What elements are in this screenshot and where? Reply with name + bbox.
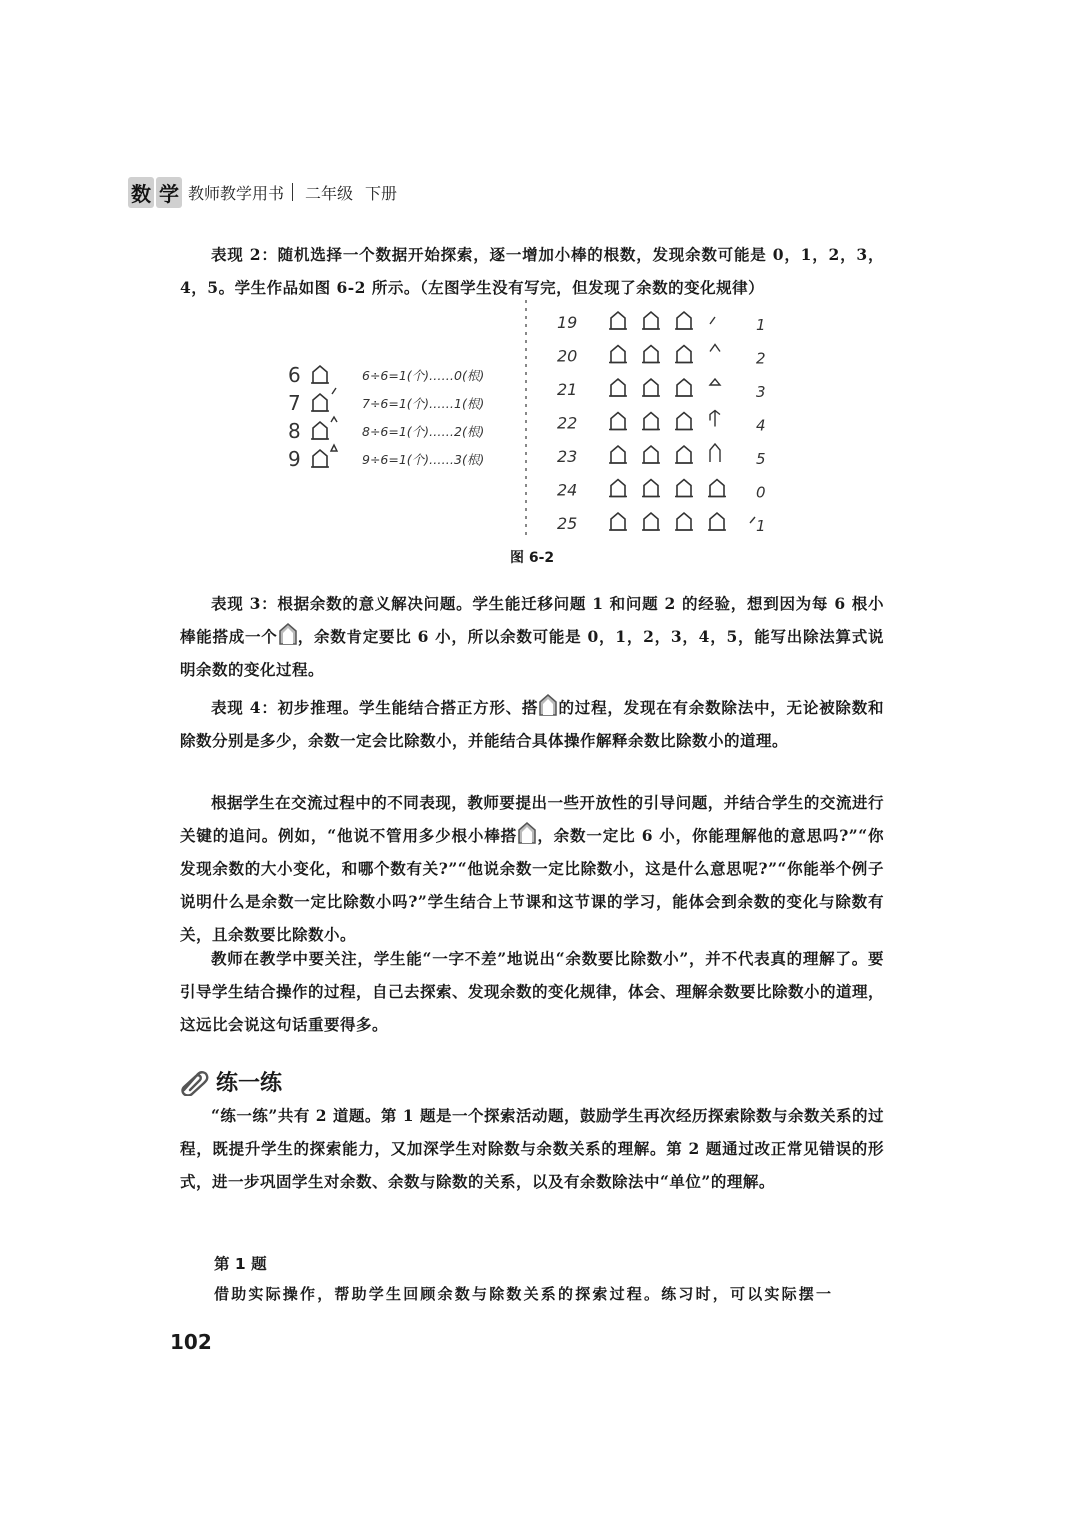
leftover-stick xyxy=(710,411,720,427)
badge-char: 数 xyxy=(128,177,154,208)
house-drawing xyxy=(675,312,693,329)
division-equation: 9÷6=1(个)……3(根) xyxy=(362,452,485,467)
figure-caption: 图 6-2 xyxy=(510,550,555,566)
section-title-practice xyxy=(178,1066,282,1097)
student-work-illustration xyxy=(270,300,800,540)
house-shape-icon xyxy=(278,622,298,646)
question-1-title: 第 1 题 xyxy=(214,1255,267,1273)
house-drawing xyxy=(609,379,627,396)
house-drawing xyxy=(609,413,627,430)
house-drawing xyxy=(675,346,693,363)
house-shape-icon xyxy=(538,693,558,717)
running-header xyxy=(128,176,397,208)
paragraph-teacher-focus xyxy=(180,942,884,1041)
house-drawing xyxy=(311,366,329,383)
house-drawing xyxy=(642,379,660,396)
house-drawing xyxy=(609,513,627,530)
remainder-number: 4 xyxy=(756,416,766,435)
house-drawing xyxy=(708,480,726,497)
house-drawing xyxy=(675,413,693,430)
house-drawing xyxy=(311,450,329,467)
paragraph-practice-intro xyxy=(180,1099,884,1198)
leftover-stick xyxy=(750,517,755,523)
house-drawing xyxy=(675,480,693,497)
dividend-number: 6 xyxy=(288,363,301,387)
house-drawing xyxy=(675,379,693,396)
paragraph-text: 表现 2：随机选择一个数据开始探索，逐一增加小棒的根数，发现余数可能是 0，1，2，3，4，5。学生作品如图 6-2 所示。（左图学生没有写完，但发现了余数的变化规律） xyxy=(180,245,884,297)
dividend-number: 20 xyxy=(557,346,578,366)
house-drawing xyxy=(642,312,660,329)
remainder-number: 3 xyxy=(756,383,766,401)
left-work xyxy=(288,363,484,471)
house-drawing xyxy=(642,446,660,463)
dividend-number: 9 xyxy=(288,447,301,471)
dividend-number: 24 xyxy=(557,480,578,500)
paragraph-text: ，余数一定比 6 小，你能理解他的意思吗?”“你发现余数的大小变化，和哪个数有关?”“他说余数一定比除数小，这是什么意思呢?”“你能举个例子说明什么是余数一定比除数小吗?”学生结合上节课和这节课的学习，能体会到余数的变化与除数有关，且余数要比除数小。 xyxy=(180,826,884,944)
paragraph-performance-2 xyxy=(180,238,884,304)
house-shape-icon xyxy=(517,821,537,845)
remainder-number: 5 xyxy=(756,450,766,468)
section-title-text: 练一练 xyxy=(216,1071,283,1096)
house-drawing xyxy=(642,413,660,430)
paragraph-text: ，余数肯定要比 6 小，所以余数可能是 0，1，2，3，4，5，能写出除法算式说明余数的变化过程。 xyxy=(180,627,884,679)
division-equation: 7÷6=1(个)……1(根) xyxy=(362,396,485,411)
paragraph-performance-3 xyxy=(180,587,884,686)
subject-badge xyxy=(128,177,184,208)
paragraph-text: 的过程，发现在有余数除法中，无论被除数和除数分别是多少，余数一定会比除数小，并能结合具体操作解释余数比除数小的道理。 xyxy=(180,698,884,750)
house-drawing xyxy=(609,312,627,329)
dividend-number: 8 xyxy=(288,419,301,443)
leftover-stick xyxy=(710,444,720,462)
leftover-stick xyxy=(710,317,715,324)
paragraph-performance-4 xyxy=(180,691,884,757)
house-drawing xyxy=(642,346,660,363)
house-drawing xyxy=(609,446,627,463)
house-drawing xyxy=(311,394,329,411)
leftover-stick xyxy=(332,388,336,394)
paperclip-icon xyxy=(178,1068,212,1096)
header-divider xyxy=(292,183,293,201)
dividend-number: 19 xyxy=(557,313,578,332)
book-title: 教师教学用书 xyxy=(188,183,285,203)
leftover-stick xyxy=(710,379,720,385)
division-equation: 6÷6=1(个)……0(根) xyxy=(362,368,485,383)
dividend-number: 7 xyxy=(288,391,301,415)
paragraph-text: “练一练”共有 2 道题。第 1 题是一个探索活动题，鼓励学生再次经历探索除数与余数关系的过程，既提升学生的探索能力，又加深学生对除数与余数关系的理解。第 2 题通过改正常见错误的形式，进一步巩固学生对余数、余数与除数的关系，以及有余数除法中“单位”的理解。 xyxy=(180,1106,884,1191)
remainder-number: 1 xyxy=(756,517,766,535)
page-number: 102 xyxy=(170,1330,212,1354)
paragraph-text: 根据学生在交流过程中的不同表现，教师要提出一些开放性的引导问题，并结合学生的交流进行关键的追问。例如，“他说不管用多少根小棒搭 xyxy=(180,793,884,845)
dividend-number: 22 xyxy=(557,413,578,433)
leftover-stick xyxy=(331,417,337,422)
house-drawing xyxy=(675,446,693,463)
dividend-number: 21 xyxy=(557,380,578,399)
division-equation: 8÷6=1(个)……2(根) xyxy=(362,424,485,439)
paragraph-guiding-questions xyxy=(180,786,884,951)
figure-6-2 xyxy=(270,300,800,540)
house-drawing xyxy=(609,346,627,363)
house-drawing xyxy=(708,513,726,530)
question-1-text: 借助实际操作，帮助学生回顾余数与除数关系的探索过程。练习时，可以实际摆一 xyxy=(214,1285,834,1303)
house-drawing xyxy=(609,480,627,497)
house-drawing xyxy=(675,513,693,530)
paragraph-text: 教师在教学中要关注，学生能“一字不差”地说出“余数要比除数小”，并不代表真的理解了。要引导学生结合操作的过程，自己去探索、发现余数的变化规律，体会、理解余数要比除数小的道理，这远比会说这句话重要得多。 xyxy=(180,949,885,1034)
remainder-number: 2 xyxy=(756,349,766,368)
leftover-stick xyxy=(331,445,337,451)
paragraph-text: 表现 4：初步推理。学生能结合搭正方形、搭 xyxy=(211,698,539,717)
grade-label: 二年级 xyxy=(305,183,354,203)
remainder-number: 0 xyxy=(756,483,766,502)
remainder-number: 1 xyxy=(756,316,766,334)
dividend-number: 23 xyxy=(557,447,578,466)
right-work xyxy=(557,312,766,535)
badge-char: 学 xyxy=(156,177,182,208)
paragraph-text: 表现 3：根据余数的意义解决问题。学生能迁移问题 1 和问题 2 的经验，想到因为每 6 根小棒能搭成一个 xyxy=(180,594,884,646)
house-drawing xyxy=(642,513,660,530)
volume-label: 下册 xyxy=(365,183,398,203)
leftover-stick xyxy=(710,345,720,352)
house-drawing xyxy=(642,480,660,497)
dividend-number: 25 xyxy=(557,514,578,533)
house-drawing xyxy=(311,422,329,439)
